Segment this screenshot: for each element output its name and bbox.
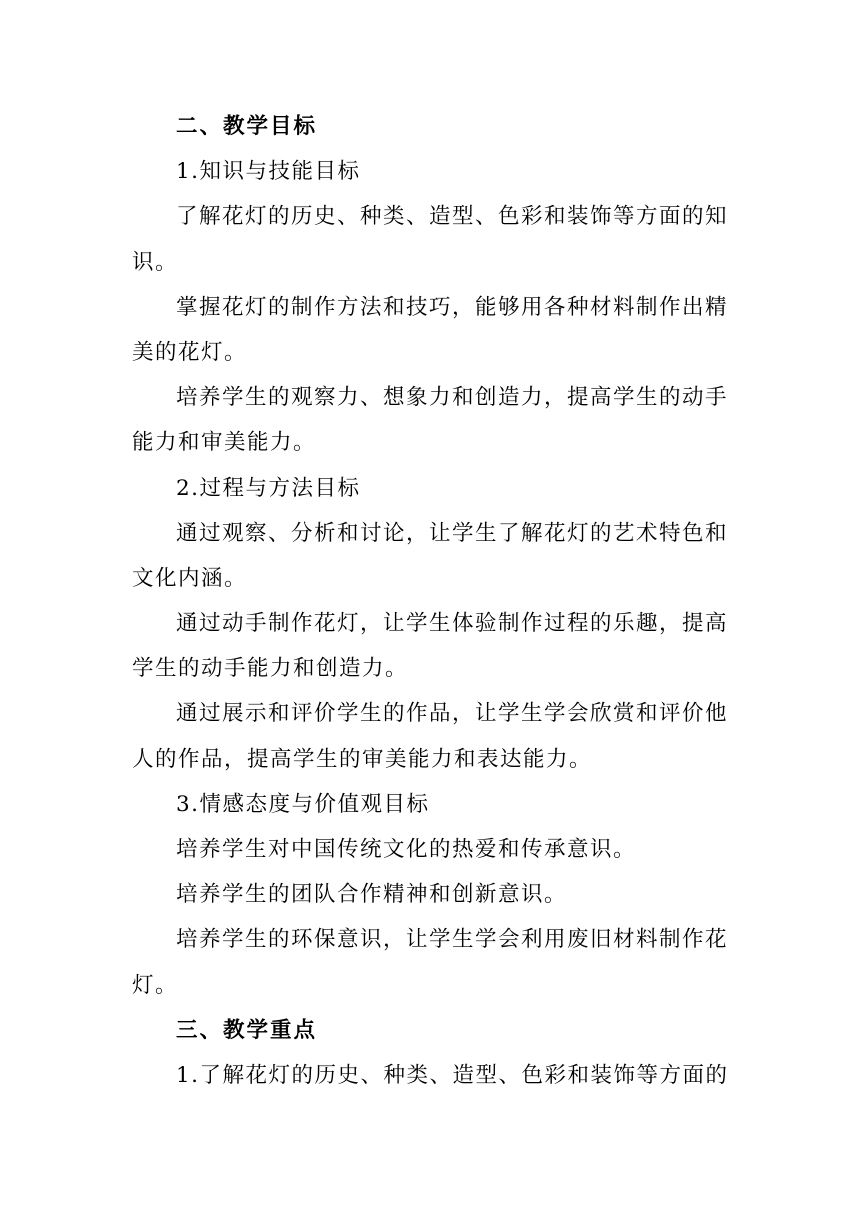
paragraph-line: 通过观察、分析和讨论，让学生了解花灯的艺术特色和 bbox=[176, 521, 729, 546]
paragraph-line: 能力和审美能力。 bbox=[132, 430, 317, 455]
section-heading-teaching-focus: 三、教学重点 bbox=[176, 1018, 318, 1043]
paragraph-line: 培养学生对中国传统文化的热爱和传承意识。 bbox=[176, 837, 637, 862]
paragraph-line: 了解花灯的历史、种类、造型、色彩和装饰等方面的知 bbox=[176, 204, 729, 229]
paragraph-line: 培养学生的环保意识，让学生学会利用废旧材料制作花 bbox=[176, 927, 729, 952]
paragraph-line: 学生的动手能力和创造力。 bbox=[132, 656, 409, 681]
paragraph-line: 培养学生的观察力、想象力和创造力，提高学生的动手 bbox=[176, 385, 729, 410]
paragraph-line: 文化内涵。 bbox=[132, 566, 248, 591]
paragraph-line: 培养学生的团队合作精神和创新意识。 bbox=[176, 882, 568, 907]
subheading-process-methods: 2.过程与方法目标 bbox=[176, 476, 361, 501]
subheading-knowledge-skills: 1.知识与技能目标 bbox=[176, 159, 361, 184]
paragraph-line: 灯。 bbox=[132, 973, 179, 998]
paragraph-line: 掌握花灯的制作方法和技巧，能够用各种材料制作出精 bbox=[176, 295, 729, 320]
paragraph-line: 通过动手制作花灯，让学生体验制作过程的乐趣，提高 bbox=[176, 611, 729, 636]
paragraph-line: 人的作品，提高学生的审美能力和表达能力。 bbox=[132, 747, 593, 772]
subheading-emotions-values: 3.情感态度与价值观目标 bbox=[176, 792, 430, 817]
section-heading-teaching-goals: 二、教学目标 bbox=[176, 114, 318, 139]
paragraph-line: 1.了解花灯的历史、种类、造型、色彩和装饰等方面的 bbox=[176, 1063, 729, 1088]
paragraph-line: 通过展示和评价学生的作品，让学生学会欣赏和评价他 bbox=[176, 701, 729, 726]
paragraph-line: 美的花灯。 bbox=[132, 340, 248, 365]
paragraph-line: 识。 bbox=[132, 250, 179, 275]
